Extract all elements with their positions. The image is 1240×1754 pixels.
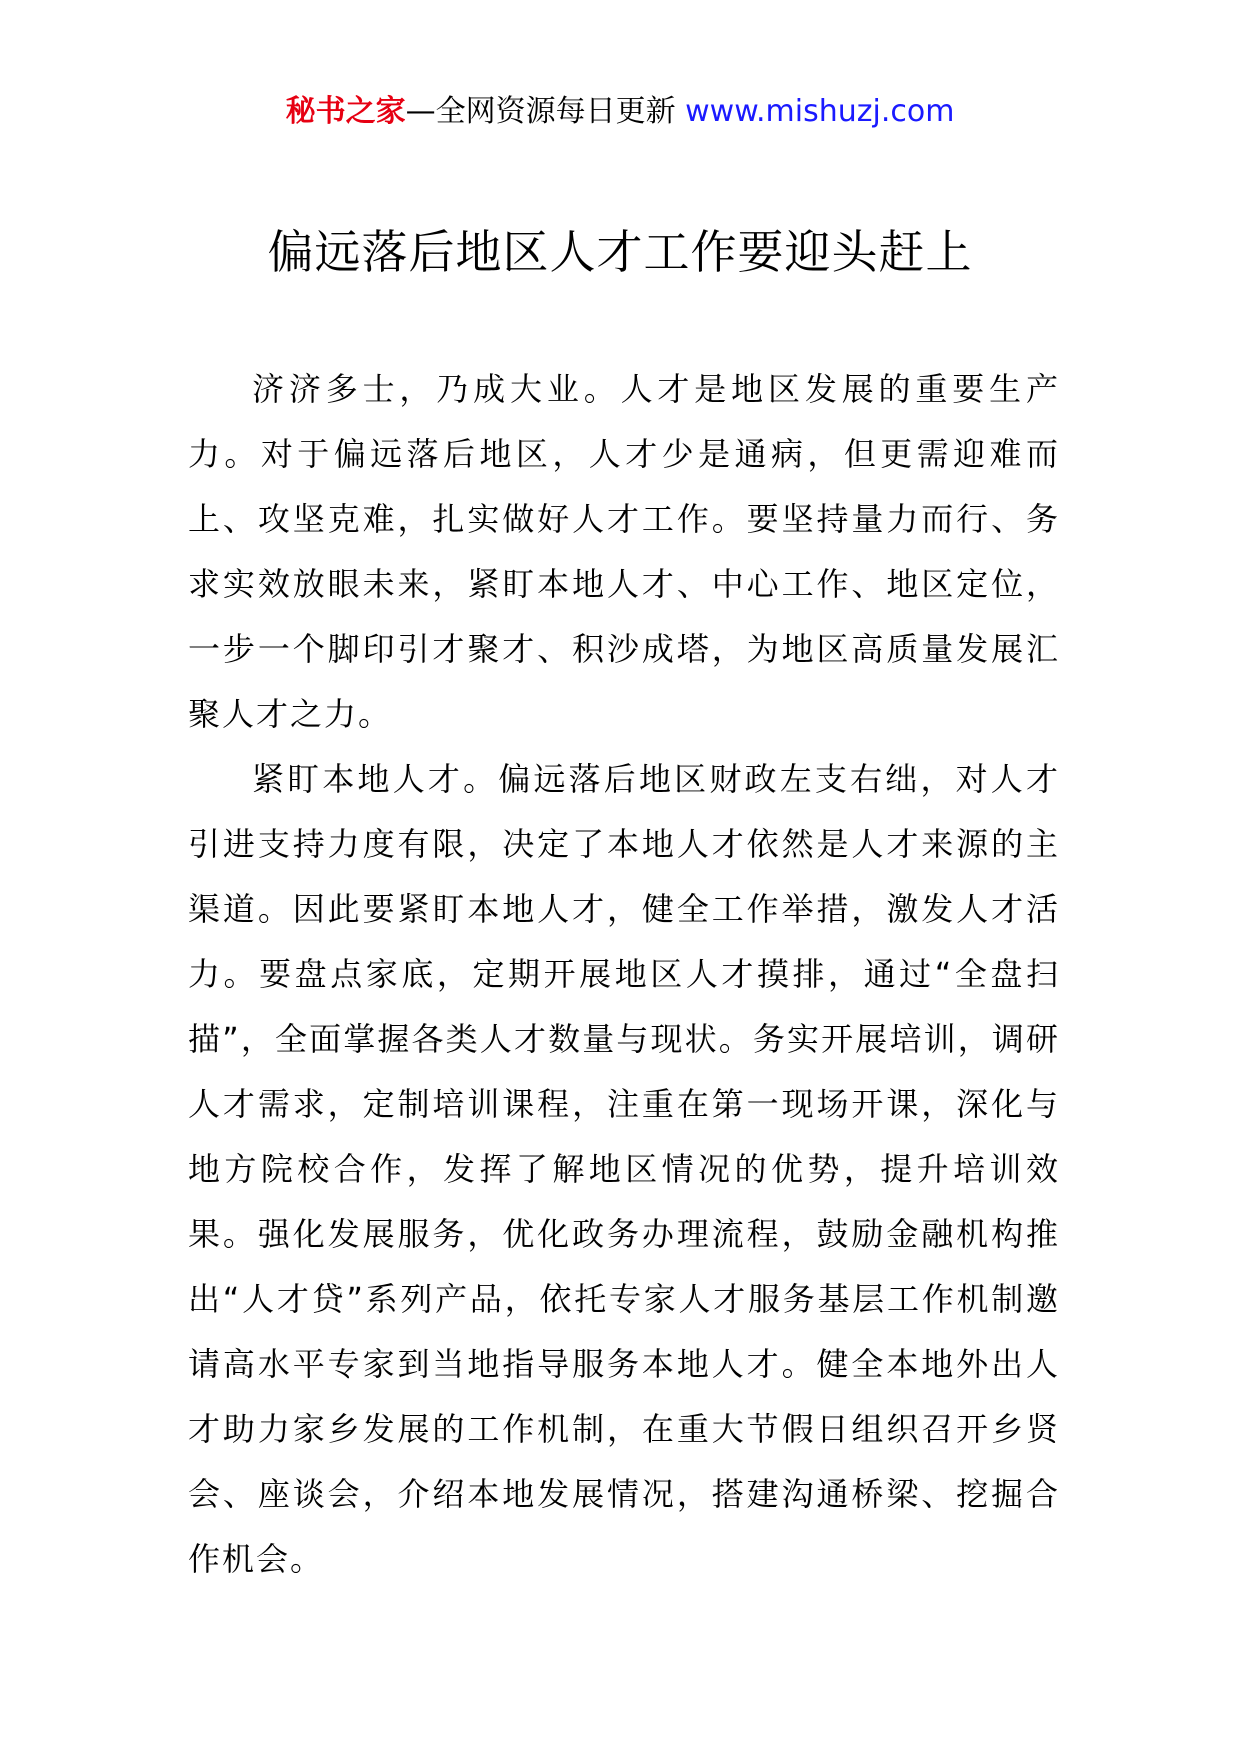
brand-name: 秘书之家 [285,94,406,129]
site-tagline: —全网资源每日更新 [405,94,686,129]
paragraph-intro: 济济多士，乃成大业。人才是地区发展的重要生产力。对于偏远落后地区，人才少是通病，但更需迎难而上、攻坚克难，扎实做好人才工作。要坚持量力而行、务求实效放眼未来，紧盯本地人才、中心工作、地区定位，一步一个脚印引才聚才、积沙成塔，为地区高质量发展汇聚人才之力。 [188,370,1060,733]
site-url-link[interactable]: www.mishuzj.com [685,94,955,129]
document-title: 偏远落后地区人才工作要迎头赶上 [267,225,973,279]
paragraph-local-talent: 紧盯本地人才。偏远落后地区财政左支右绌，对人才引进支持力度有限，决定了本地人才依然是人才来源的主渠道。因此要紧盯本地人才，健全工作举措，激发人才活力。要盘点家底，定期开展地区人才摸排，通过“全盘扫描”，全面掌握各类人才数量与现状。务实开展培训，调研人才需求，定制培训课程，注重在第一现场开课，深化与地方院校合作，发挥了解地区情况的优势，提升培训效果。强化发展服务，优化政务办理流程，鼓励金融机构推出“人才贷”系列产品，依托专家人才服务基层工作机制邀请高水平专家到当地指导服务本地人才。健全本地外出人才助力家乡发展的工作机制，在重大节假日组织召开乡贤会、座谈会，介绍本地发展情况，搭建沟通桥梁、挖掘合作机会。 [188,760,1060,1578]
document-body [188,357,1060,1592]
site-header [0,92,1240,132]
